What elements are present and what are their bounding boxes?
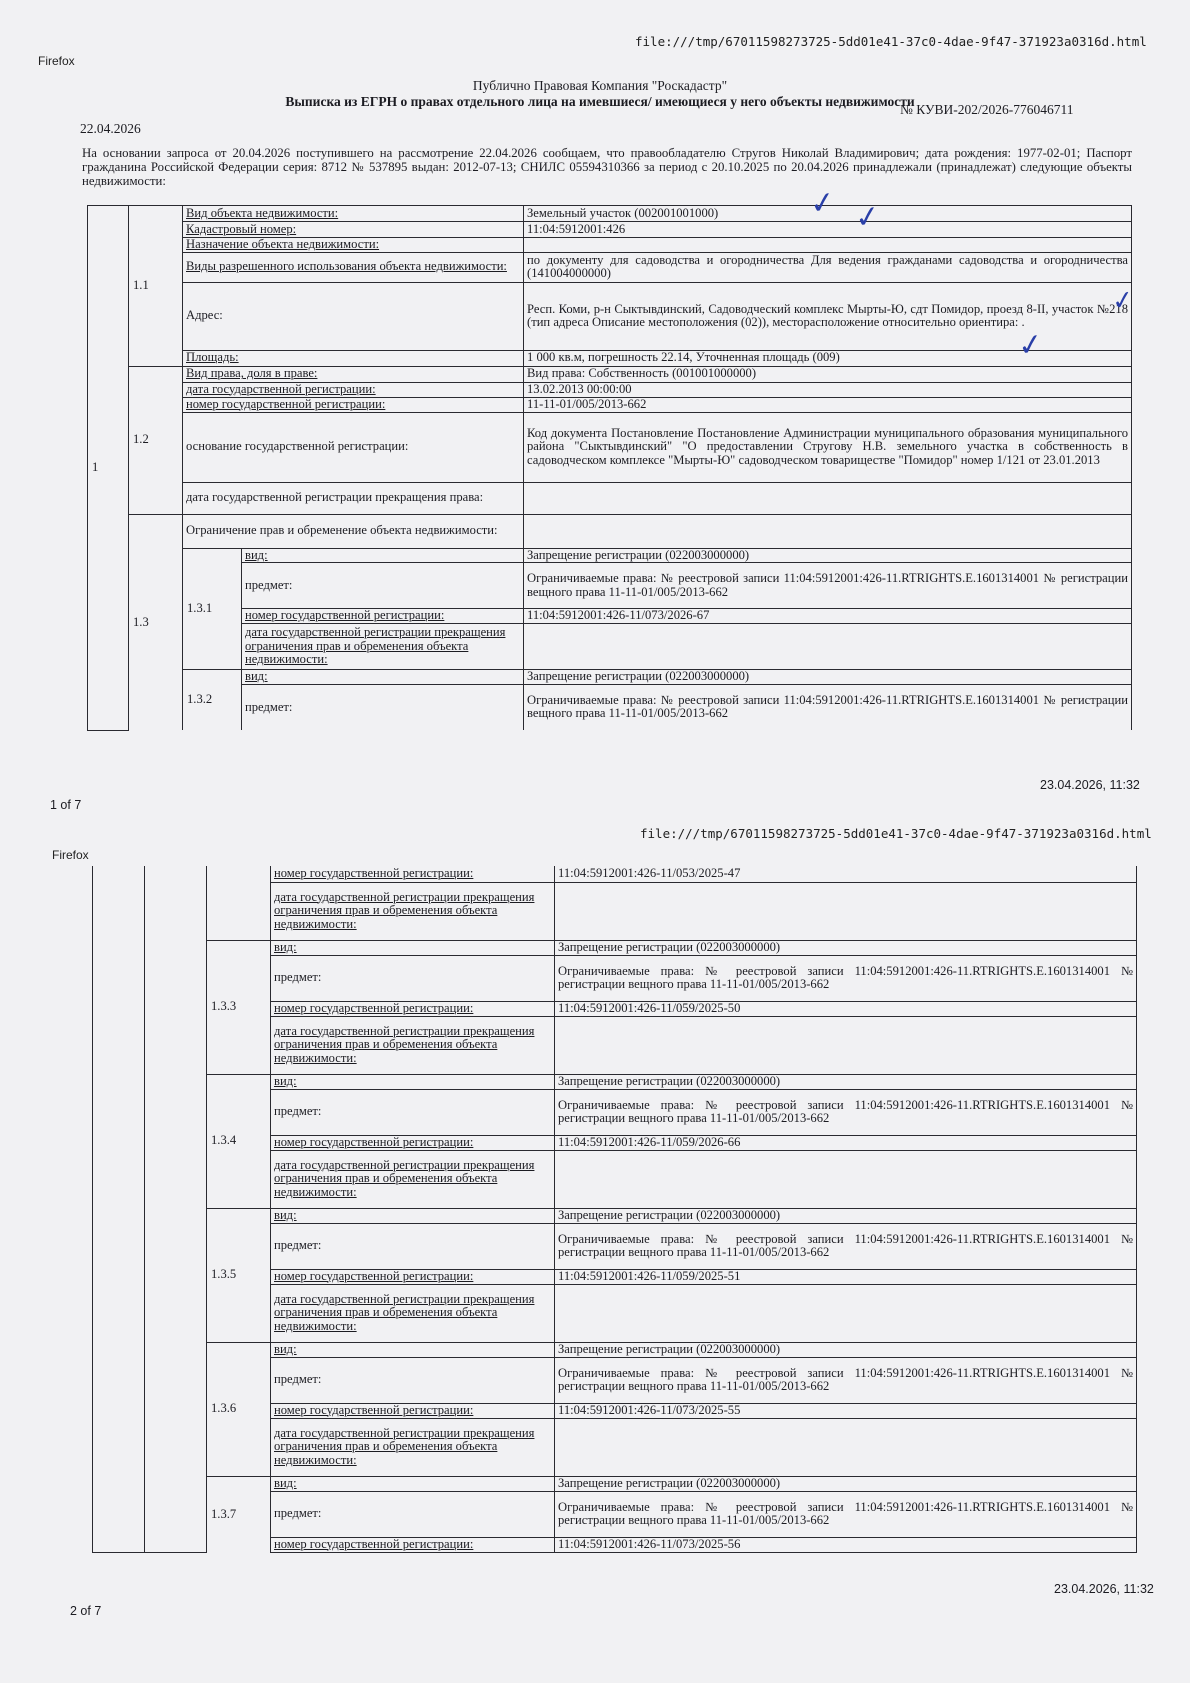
- field-label: Вид права, доля в праве:: [183, 366, 524, 382]
- entry-number: 1.3.7: [207, 1476, 271, 1552]
- field-value: Ограничиваемые права: № реестровой записи 11:04:5912001:426-11.RTRIGHTS.E.1601314001 № регистрации вещного права 11-11-01/005/2013-662: [555, 1357, 1137, 1403]
- field-label: номер государственной регистрации:: [271, 1403, 555, 1418]
- field-label: вид:: [242, 670, 524, 685]
- field-label: номер государственной регистрации:: [271, 1001, 555, 1016]
- entry-number: 1.3.5: [207, 1208, 271, 1342]
- field-value: 11:04:5912001:426-11/059/2025-50: [555, 1001, 1137, 1016]
- field-label: Виды разрешенного использования объекта недвижимости:: [183, 252, 524, 282]
- field-value: [555, 1284, 1137, 1342]
- entry-number: 1.3.4: [207, 1074, 271, 1208]
- field-value: 11:04:5912001:426-11/059/2026-66: [555, 1135, 1137, 1150]
- field-label: предмет:: [271, 955, 555, 1001]
- page1-table: [87, 205, 1132, 731]
- object-column: [93, 866, 145, 1552]
- field-value: Ограничиваемые права: № реестровой записи 11:04:5912001:426-11.RTRIGHTS.E.1601314001 № регистрации вещного права 11-11-01/005/2013-662: [555, 1089, 1137, 1135]
- field-label: дата государственной регистрации:: [183, 382, 524, 397]
- field-label: номер государственной регистрации:: [271, 1537, 555, 1552]
- field-label: Адрес:: [183, 282, 524, 350]
- field-label: вид:: [271, 1476, 555, 1491]
- document-date: 22.04.2026: [80, 121, 141, 136]
- field-value: 11-11-01/005/2013-662: [524, 397, 1132, 412]
- field-label: Ограничение прав и обременение объекта недвижимости:: [183, 514, 524, 548]
- section-number: 1.3: [129, 514, 183, 730]
- section-number: 1.1: [129, 206, 183, 367]
- field-value: Запрещение регистрации (022003000000): [555, 1476, 1137, 1491]
- field-value: [555, 882, 1137, 940]
- section-number: 1.2: [129, 366, 183, 514]
- print-datetime: 23.04.2026, 11:32: [1040, 778, 1140, 792]
- print-datetime: 23.04.2026, 11:32: [1054, 1582, 1154, 1596]
- field-value: [555, 1016, 1137, 1074]
- entry-number: 1.3.3: [207, 940, 271, 1074]
- field-label: Кадастровый номер:: [183, 222, 524, 238]
- field-label: Площадь:: [183, 350, 524, 366]
- field-value: 11:04:5912001:426-11/073/2025-55: [555, 1403, 1137, 1418]
- field-value: Ограничиваемые права: № реестровой записи 11:04:5912001:426-11.RTRIGHTS.E.1601314001 № регистрации вещного права 11-11-01/005/2013-662: [555, 1223, 1137, 1269]
- field-label: вид:: [271, 940, 555, 955]
- field-label: предмет:: [271, 1357, 555, 1403]
- field-value: Запрещение регистрации (022003000000): [555, 1074, 1137, 1089]
- field-label: вид:: [271, 1074, 555, 1089]
- field-label: номер государственной регистрации:: [271, 1135, 555, 1150]
- page2-table: [92, 866, 1137, 1553]
- field-label: номер государственной регистрации:: [183, 397, 524, 412]
- field-value: 1 000 кв.м, погрешность 22.14, Уточненная площадь (009): [524, 350, 1132, 366]
- field-value: [555, 1418, 1137, 1476]
- field-value: Запрещение регистрации (022003000000): [555, 1342, 1137, 1357]
- field-label: дата государственной регистрации прекращения ограничения прав и обременения объекта недвижимости:: [271, 882, 555, 940]
- field-label: номер государственной регистрации:: [242, 609, 524, 624]
- field-label: дата государственной регистрации прекращения ограничения прав и обременения объекта недвижимости:: [271, 1150, 555, 1208]
- field-value: Респ. Коми, р-н Сыктывдинский, Садоводческий комплекс Мырты-Ю, сдт Помидор, проезд 8-II, участок №218 (тип адреса Описание местоположения (02)), месторасположение относительно ориентира: .: [524, 282, 1132, 350]
- field-value: по документу для садоводства и огородничества Для ведения гражданами садоводства и огородничества (141004000000): [524, 252, 1132, 282]
- check-mark-icon: ✓: [852, 198, 883, 237]
- field-label: дата государственной регистрации прекращения ограничения прав и обременения объекта недвижимости:: [271, 1284, 555, 1342]
- request-intro: На основании запроса от 20.04.2026 поступившего на рассмотрение 22.04.2026 сообщаем, что правообладателю Стругов Николай Владимирович; дата рождения: 1977-02-01; Паспорт гражданина Российской Федерации серия: 8712 № 537895 выдан: 2012-07-13; СНИЛС 05594310366 за период с 20.10.2025 по 20.04.2026 принадлежали (принадлежат) следующие объекты недвижимости:: [82, 146, 1132, 188]
- browser-name: Firefox: [38, 54, 75, 68]
- field-value: Ограничиваемые права: № реестровой записи 11:04:5912001:426-11.RTRIGHTS.E.1601314001 № регистрации вещного права 11-11-01/005/2013-662: [524, 684, 1132, 730]
- field-label: основание государственной регистрации:: [183, 412, 524, 482]
- field-label: номер государственной регистрации:: [271, 866, 555, 882]
- field-label: предмет:: [242, 684, 524, 730]
- field-value: Ограничиваемые права: № реестровой записи 11:04:5912001:426-11.RTRIGHTS.E.1601314001 № регистрации вещного права 11-11-01/005/2013-662: [555, 955, 1137, 1001]
- field-value: [524, 238, 1132, 253]
- company-name: Публично Правовая Компания "Роскадастр": [472, 78, 728, 93]
- field-label: предмет:: [271, 1491, 555, 1537]
- field-value: [524, 482, 1132, 514]
- field-label: предмет:: [271, 1089, 555, 1135]
- field-value: 11:04:5912001:426-11/073/2026-67: [524, 609, 1132, 624]
- field-label: вид:: [242, 548, 524, 563]
- field-label: номер государственной регистрации:: [271, 1269, 555, 1284]
- entry-number: 1.3.2: [183, 670, 242, 731]
- section-column: [145, 866, 207, 1552]
- field-value: Запрещение регистрации (022003000000): [555, 940, 1137, 955]
- field-label: дата государственной регистрации прекращения права:: [183, 482, 524, 514]
- field-value: Запрещение регистрации (022003000000): [524, 670, 1132, 685]
- field-label: предмет:: [271, 1223, 555, 1269]
- field-value: [555, 1150, 1137, 1208]
- field-label: Вид объекта недвижимости:: [183, 206, 524, 222]
- field-value: Ограничиваемые права: № реестровой записи 11:04:5912001:426-11.RTRIGHTS.E.1601314001 № регистрации вещного права 11-11-01/005/2013-662: [524, 563, 1132, 609]
- field-label: дата государственной регистрации прекращения ограничения прав и обременения объекта недвижимости:: [271, 1418, 555, 1476]
- field-value: 11:04:5912001:426: [524, 222, 1132, 238]
- check-mark-icon: ✓: [807, 184, 838, 223]
- field-value: 11:04:5912001:426-11/059/2025-51: [555, 1269, 1137, 1284]
- entry-column: [207, 866, 271, 940]
- field-value: Вид права: Собственность (001001000000): [524, 366, 1132, 382]
- field-value: Запрещение регистрации (022003000000): [555, 1208, 1137, 1223]
- page-url[interactable]: file:///tmp/67011598273725-5dd01e41-37c0-4dae-9f47-371923a0316d.html: [640, 826, 1152, 841]
- object-number: 1: [88, 206, 129, 731]
- field-value: Ограничиваемые права: № реестровой записи 11:04:5912001:426-11.RTRIGHTS.E.1601314001 № регистрации вещного права 11-11-01/005/2013-662: [555, 1491, 1137, 1537]
- field-value: [524, 624, 1132, 670]
- field-label: вид:: [271, 1342, 555, 1357]
- field-label: дата государственной регистрации прекращения ограничения прав и обременения объекта недвижимости:: [242, 624, 524, 670]
- entry-number: 1.3.1: [183, 548, 242, 670]
- check-mark-icon: ✓: [1015, 326, 1046, 365]
- field-label: Назначение объекта недвижимости:: [183, 238, 524, 253]
- field-value: 13.02.2013 00:00:00: [524, 382, 1132, 397]
- document-number: № КУВИ-202/2026-776046711: [900, 102, 1074, 117]
- page-counter: 1 of 7: [50, 798, 82, 812]
- document-title: Выписка из ЕГРН о правах отдельного лица на имевшиеся/ имеющиеся у него объекты недвижимости: [285, 94, 915, 109]
- field-value: 11:04:5912001:426-11/053/2025-47: [555, 866, 1137, 882]
- field-label: предмет:: [242, 563, 524, 609]
- field-value: Запрещение регистрации (022003000000): [524, 548, 1132, 563]
- field-value: [524, 514, 1132, 548]
- page-url[interactable]: file:///tmp/67011598273725-5dd01e41-37c0-4dae-9f47-371923a0316d.html: [635, 34, 1147, 49]
- browser-name: Firefox: [52, 848, 89, 862]
- field-label: дата государственной регистрации прекращения ограничения прав и обременения объекта недвижимости:: [271, 1016, 555, 1074]
- field-label: вид:: [271, 1208, 555, 1223]
- page-counter: 2 of 7: [70, 1604, 102, 1618]
- field-value: Код документа Постановление Постановление Администрации муниципального образования муниципального района "Сыктывдинский" "О предоставлении Стругову Н.В. земельного участка в собственность в садоводческом комплексе "Мырты-Ю" садоводческом товариществе "Помидор" номер 1/121 от 23.01.2013: [524, 412, 1132, 482]
- check-mark-icon: ✓: [1110, 284, 1136, 318]
- field-value: Земельный участок (002001001000): [524, 206, 1132, 222]
- field-value: 11:04:5912001:426-11/073/2025-56: [555, 1537, 1137, 1552]
- entry-number: 1.3.6: [207, 1342, 271, 1476]
